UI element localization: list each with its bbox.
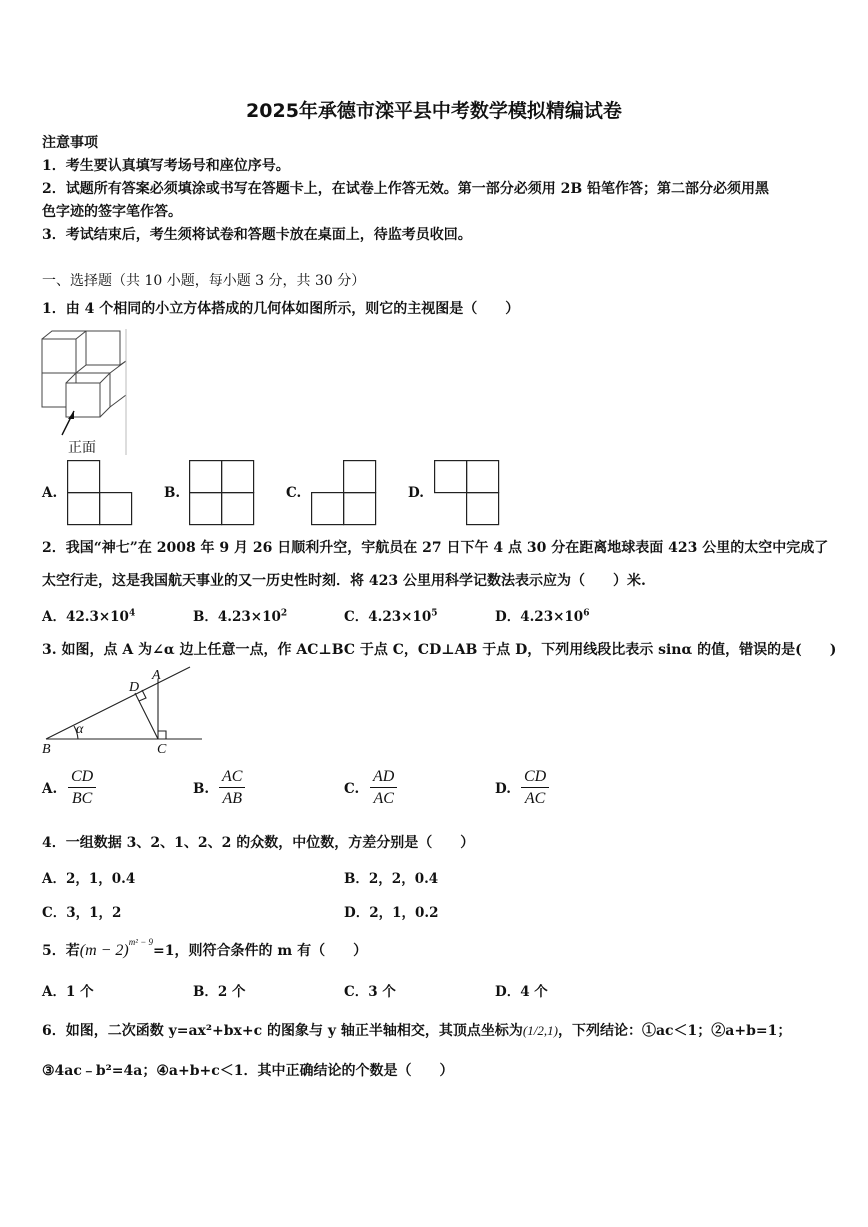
q1-stem: 1．由 4 个相同的小立方体搭成的几何体如图所示，则它的主视图是（ ） [42, 301, 520, 317]
notice-item-2: 2．试题所有答案必须填涂或书写在答题卡上，在试卷上作答无效。第一部分必须用 2B 铅笔作答；第二部分必须用黑 [42, 181, 770, 197]
notice-item-3: 3．考试结束后，考生须将试卷和答题卡放在桌面上，待监考员收回。 [42, 227, 472, 243]
section-heading: 一、选择题（共 10 小题，每小题 3 分，共 30 分） [42, 273, 366, 289]
q2-option-d: D．$4.23\times 10^6$ [495, 608, 590, 625]
q5-exponent: m² − 9 [128, 937, 154, 948]
q1-option-b-figure [189, 460, 256, 526]
q3-triangle-figure [40, 665, 210, 760]
q1-option-d-figure [434, 460, 501, 526]
q5-expression: (m − 2) [79, 942, 129, 959]
q3-option-c-fraction: $\frac{AD}{AC}$ [370, 767, 397, 810]
q5-option-b: B．2 个 [193, 984, 246, 1000]
q2-stem-cont: 太空行走，这是我国航天事业的又一历史性时刻．将 423 公里用科学记数法表示应为（ ）米. [42, 573, 646, 589]
page-title: 2025年承德市滦平县中考数学模拟精编试卷 [246, 100, 622, 122]
q3-stem: 3. 如图，点 A 为∠α 边上任意一点，作 AC⊥BC 于点 C，CD⊥AB 于点 D，下列用线段比表示 sinα 的值，错误的是( ) [42, 642, 837, 658]
q1-option-c-figure [311, 460, 378, 526]
q3-option-a-label: A. [42, 781, 58, 797]
q5-option-a: A．1 个 [42, 984, 94, 1000]
q3-option-b-label: B. [193, 781, 210, 797]
q1-option-c-label: C. [286, 485, 302, 501]
q3-label-alpha: α [76, 722, 84, 737]
q3-label-b: B [42, 742, 51, 757]
q3-label-c: C [157, 742, 167, 757]
q2-stem: 2．我国“神七”在 2008 年 9 月 26 日顺利升空，宇航员在 27 日下午 4 点 30 分在距离地球表面 423 公里的太空中完成了 [42, 540, 829, 556]
q1-front-label: 正面 [68, 440, 96, 456]
q3-option-d-label: D. [495, 781, 511, 797]
q4-stem: 4．一组数据 3、2、1、2、2 的众数，中位数，方差分别是（ ） [42, 835, 475, 851]
q5-option-d: D．4 个 [495, 984, 548, 1000]
q2-option-a: A．$42.3\times 10^4$ [42, 608, 136, 625]
q3-option-d-fraction: $\frac{CD}{AC}$ [521, 767, 549, 810]
q4-option-c: C．3，1，2 [42, 905, 122, 921]
q4-option-a: A．2，1，0.4 [42, 871, 136, 887]
q4-option-b: B．2，2，0.4 [344, 871, 439, 887]
q6-vertex: (1/2,1) [522, 1023, 558, 1038]
q2-option-c: C．$4.23\times 10^5$ [344, 608, 438, 625]
notice-item-1: 1．考生要认真填写考场号和座位序号。 [42, 158, 290, 174]
q1-option-d-label: D. [408, 485, 424, 501]
q1-option-a-label: A. [42, 485, 58, 501]
q3-option-b-fraction: $\frac{AC}{AB}$ [219, 767, 245, 810]
q3-option-a-fraction: $\frac{CD}{BC}$ [68, 767, 96, 810]
q6-stem-cont: ③4ac﹣b²=4a；④a+b+c＜1．其中正确结论的个数是（ ） [42, 1063, 454, 1079]
notice-item-2-cont: 色字迹的签字笔作答。 [42, 204, 182, 220]
q1-option-b-label: B. [164, 485, 181, 501]
q1-option-a-figure [67, 460, 134, 526]
q3-option-c-label: C. [344, 781, 360, 797]
q5-stem: 5．若$(m - 2)^{m^2 - 9}=1$，则符合条件的 m 有（ ） [42, 937, 368, 959]
q6-stem: 6．如图，二次函数 y=ax²+bx+c 的图象与 y 轴正半轴相交，其顶点坐标为(1/2,1)，下列结论：①ac＜1；②a+b=1； [42, 1023, 792, 1039]
q3-label-a: A [152, 668, 161, 683]
q4-option-d: D．2，1，0.2 [344, 905, 439, 921]
q3-label-d: D [129, 680, 140, 695]
q2-option-b: B．$4.23\times 10^2$ [193, 608, 288, 625]
notice-heading: 注意事项 [42, 135, 98, 151]
q5-option-c: C．3 个 [344, 984, 396, 1000]
